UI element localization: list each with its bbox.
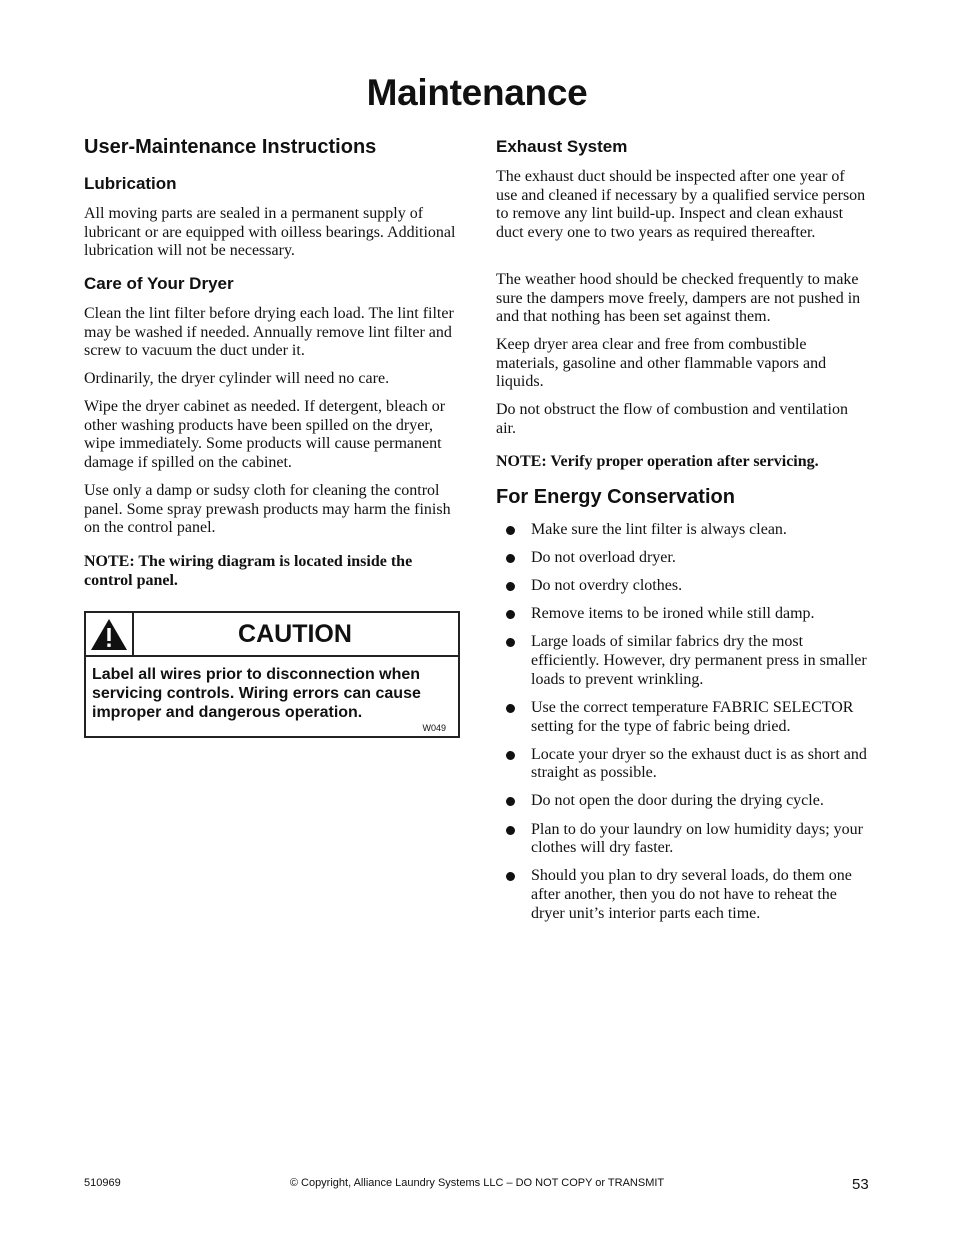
exhaust-paragraph: Do not obstruct the flow of combustion and ventilation air. (496, 401, 848, 437)
list-item: Remove items to be ironed while still damp. (496, 605, 870, 624)
energy-heading: For Energy Conservation (496, 486, 735, 508)
energy-tips-list (496, 521, 870, 933)
warning-triangle-icon (86, 613, 134, 655)
bullet-icon (506, 872, 515, 881)
servicing-note: NOTE: Verify proper operation after servicing. (496, 453, 819, 470)
list-item: Do not overdry clothes. (496, 577, 870, 596)
bullet-icon (506, 582, 515, 591)
lubrication-text: All moving parts are sealed in a permanent supply of lubricant or are equipped with oilless bearings. Additional lubrication will not be necessary. (84, 205, 456, 260)
care-paragraph: Ordinarily, the dryer cylinder will need no care. (84, 370, 390, 387)
bullet-icon (506, 797, 515, 806)
wiring-note: NOTE: The wiring diagram is located inside the control panel. (84, 553, 413, 589)
caution-code: W049 (422, 723, 446, 733)
bullet-icon (506, 526, 515, 535)
bullet-icon (506, 554, 515, 563)
bullet-icon (506, 610, 515, 619)
user-maintenance-heading: User-Maintenance Instructions (84, 136, 377, 158)
care-paragraph: Wipe the dryer cabinet as needed. If detergent, bleach or other washing products have been spilled on the dryer, wipe immediately. Some products will cause permanent damage if spilled on the cabinet. (84, 398, 446, 472)
bullet-icon (506, 826, 515, 835)
caution-header (86, 613, 458, 657)
list-item: Use the correct temperature FABRIC SELECTOR setting for the type of fabric being dried. (496, 699, 870, 736)
page-number: 53 (852, 1176, 869, 1193)
list-item: Do not overload dryer. (496, 549, 870, 568)
care-paragraph: Clean the lint filter before drying each load. The lint filter may be washed if needed. Annually remove lint filter and screw to vacuum the duct under it. (84, 305, 454, 360)
list-item: Should you plan to dry several loads, do them one after another, then you do not have to reheat the dryer unit’s interior parts each time. (496, 867, 870, 923)
page-title: Maintenance (366, 72, 588, 113)
exhaust-paragraph: The weather hood should be checked frequently to make sure the dampers move freely, dampers are not pushed in and that nothing has been set against them. (496, 271, 861, 326)
list-item: Large loads of similar fabrics dry the most efficiently. However, dry permanent press in smaller loads to prevent wrinkling. (496, 633, 870, 689)
bullet-icon (506, 638, 515, 647)
exhaust-paragraph: The exhaust duct should be inspected after one year of use and cleaned if necessary by a qualified service person to remove any lint build-up. Inspect and clean exhaust duct every one to two years as required thereafter. (496, 168, 866, 242)
care-paragraph: Use only a damp or sudsy cloth for cleaning the control panel. Some spray prewash products may harm the finish on the control panel. (84, 482, 451, 537)
list-item: Plan to do your laundry on low humidity days; your clothes will dry faster. (496, 821, 870, 858)
care-heading: Care of Your Dryer (84, 274, 234, 293)
doc-number: 510969 (84, 1177, 121, 1189)
list-item: Do not open the door during the drying cycle. (496, 792, 870, 811)
caution-box (84, 611, 460, 738)
caution-text: Label all wires prior to disconnection when servicing controls. Wiring errors can cause improper and dangerous operation. (92, 666, 421, 721)
caution-label: CAUTION (238, 620, 352, 648)
lubrication-heading: Lubrication (84, 174, 177, 193)
list-item: Make sure the lint filter is always clean. (496, 521, 870, 540)
exhaust-paragraph: Keep dryer area clear and free from combustible materials, gasoline and other flammable vapors and liquids. (496, 336, 827, 391)
exhaust-heading: Exhaust System (496, 137, 628, 156)
bullet-icon (506, 751, 515, 760)
list-item: Locate your dryer so the exhaust duct is as short and straight as possible. (496, 746, 870, 783)
bullet-icon (506, 704, 515, 713)
copyright-notice: © Copyright, Alliance Laundry Systems LLC – DO NOT COPY or TRANSMIT (289, 1177, 665, 1189)
